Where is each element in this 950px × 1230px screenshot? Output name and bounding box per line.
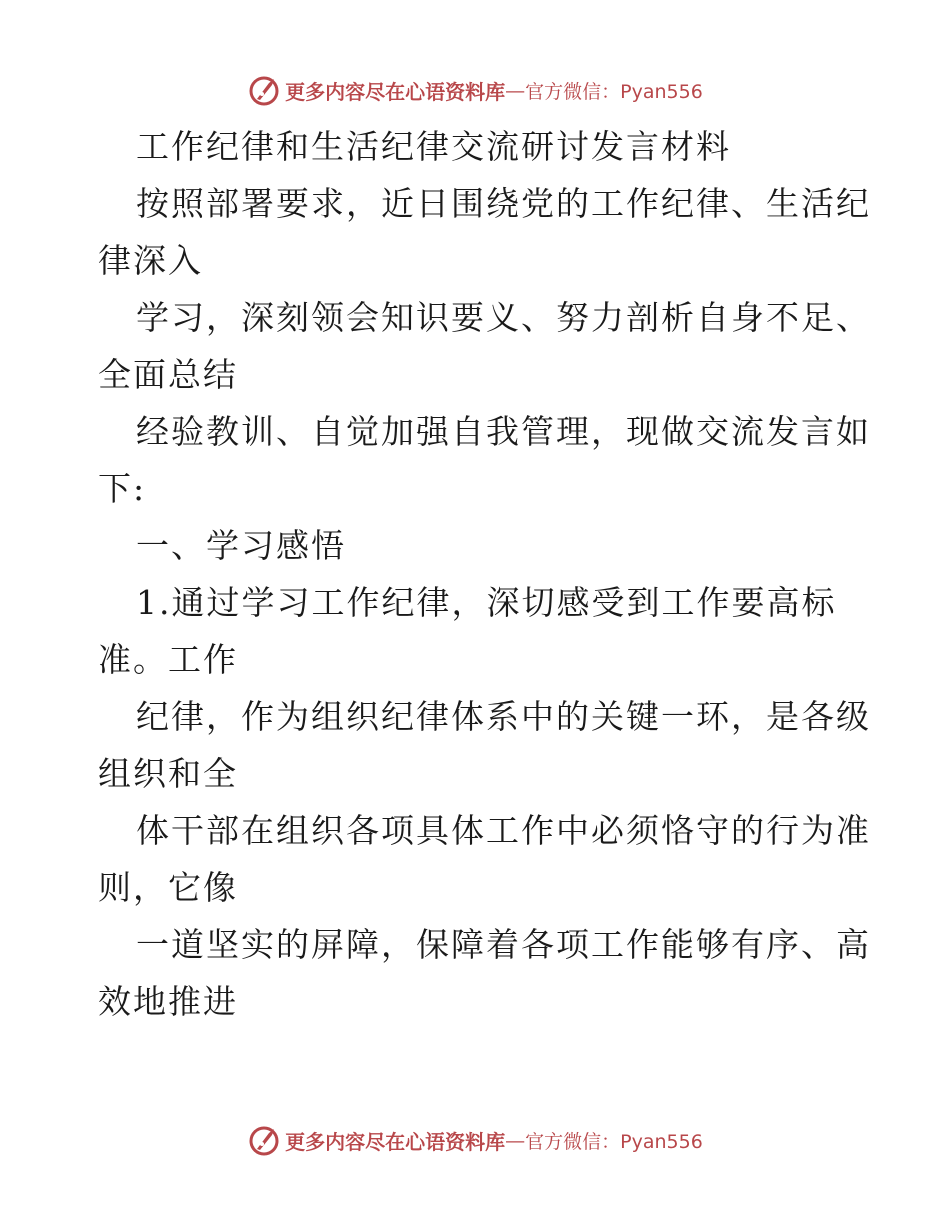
- header-banner: [0, 70, 950, 110]
- text-line: 准。工作: [98, 640, 238, 679]
- text-line: 律深入: [98, 241, 203, 280]
- text-line: 经验教训、自觉加强自我管理，现做交流发言如: [136, 412, 871, 451]
- text-line: 效地推进: [98, 982, 238, 1021]
- text-line: 全面总结: [98, 355, 238, 394]
- footer-banner: [0, 1120, 950, 1160]
- footer-banner-wechat: 官方微信：Pyan556: [525, 1130, 703, 1153]
- text-line: 纪律，作为组织纪律体系中的关键一环，是各级: [136, 697, 871, 736]
- footer-banner-text: 更多内容尽在心语资料库: [285, 1129, 506, 1154]
- document-body: [98, 118, 871, 1030]
- text-line: 按照部署要求，近日围绕党的工作纪律、生活纪: [136, 184, 871, 223]
- text-line: 体干部在组织各项具体工作中必须恪守的行为准: [136, 811, 871, 850]
- text-line: 则，它像: [98, 868, 238, 907]
- text-line: 组织和全: [98, 754, 238, 793]
- header-banner-text: 更多内容尽在心语资料库: [285, 79, 506, 104]
- text-line: 下:: [98, 469, 147, 508]
- header-banner-dash: —: [505, 78, 526, 102]
- text-line: 学习，深刻领会知识要义、努力剖析自身不足、: [136, 298, 871, 337]
- pen-nib-logo-icon: [247, 73, 281, 107]
- document-title: 工作纪律和生活纪律交流研讨发言材料: [136, 127, 731, 166]
- header-banner-wechat: 官方微信：Pyan556: [525, 80, 703, 103]
- pen-nib-logo-icon: [247, 1123, 281, 1157]
- text-line: 一道坚实的屏障，保障着各项工作能够有序、高: [136, 925, 871, 964]
- text-line: 1.通过学习工作纪律，深切感受到工作要高标: [136, 583, 837, 622]
- section-heading: 一、学习感悟: [136, 526, 346, 565]
- footer-banner-dash: —: [505, 1128, 526, 1152]
